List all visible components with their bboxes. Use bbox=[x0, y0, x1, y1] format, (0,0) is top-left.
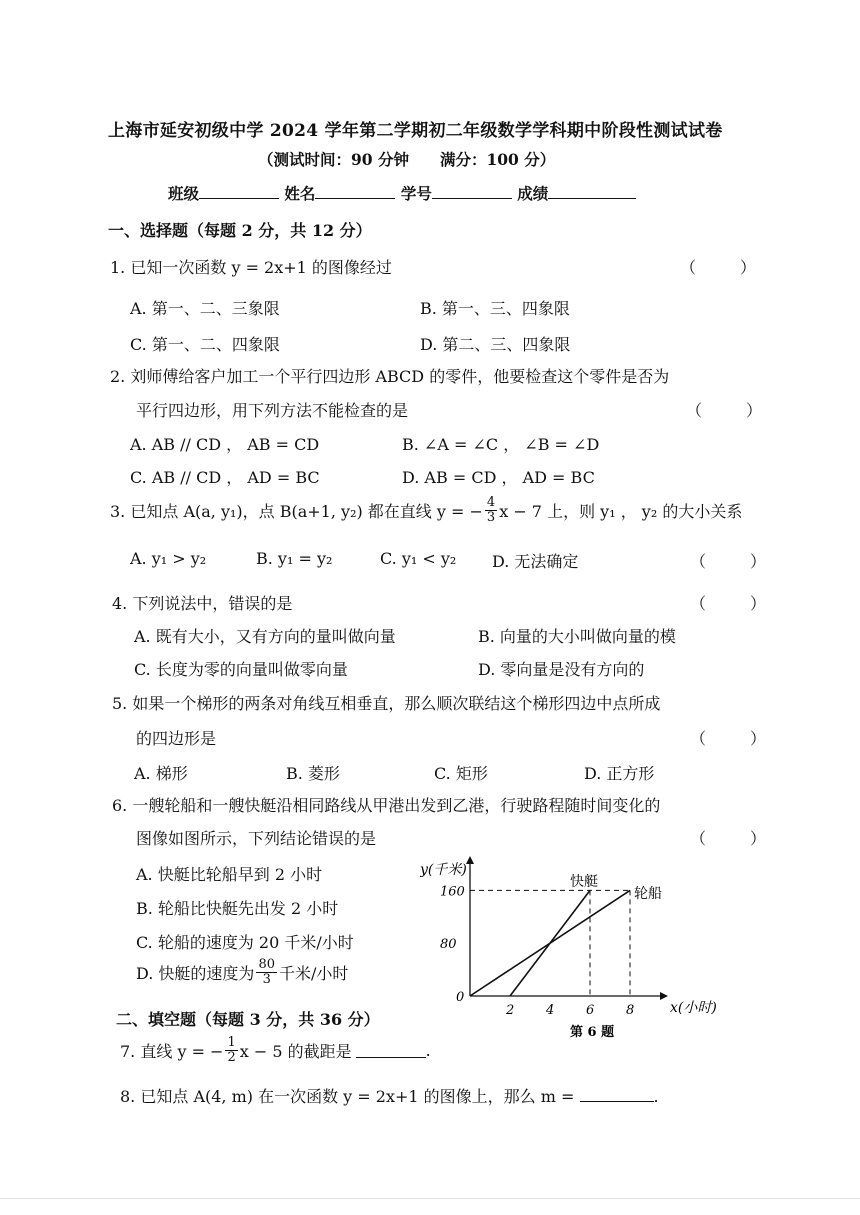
q3-option-a: A. y₁ > y₂ bbox=[130, 549, 207, 568]
q4-option-d: D. 零向量是没有方向的 bbox=[478, 660, 645, 679]
q1-stem: 1. 已知一次函数 y = 2x+1 的图像经过 bbox=[110, 258, 392, 277]
q6-option-d-prefix: D. 快艇的速度为 bbox=[136, 963, 255, 983]
q1-option-a: A. 第一、二、三象限 bbox=[130, 299, 280, 318]
q1-answer-paren[interactable]: （ ） bbox=[680, 258, 771, 277]
q2-option-c: C. AB // CD ， AD = BC bbox=[130, 468, 320, 487]
q8-stem: 8. 已知点 A(4, m) 在一次函数 y = 2x+1 的图像上，那么 m = . bbox=[120, 1087, 659, 1106]
field-class-blank[interactable] bbox=[199, 184, 279, 199]
q3-frac-num: 4 bbox=[486, 495, 496, 510]
q6-line1: 6. 一艘轮船和一艘快艇沿相同路线从甲港出发到乙港，行驶路程随时间变化的 bbox=[112, 796, 661, 815]
q5-line1: 5. 如果一个梯形的两条对角线互相垂直，那么顺次联结这个梯形四边中点所成 bbox=[112, 694, 661, 713]
q6-frac-num: 80 bbox=[258, 957, 275, 972]
series-label-speedboat: 快艇 bbox=[570, 874, 598, 890]
test-info: （测试时间：90 分钟 满分：100 分） bbox=[258, 150, 556, 169]
q6-option-d-fraction bbox=[256, 958, 277, 986]
q3-option-d: D. 无法确定 bbox=[492, 552, 579, 571]
q1-option-c: C. 第一、二、四象限 bbox=[130, 335, 280, 354]
q3-prefix: 3. 已知点 A(a, y₁)，点 B(a+1, y₂) 都在直线 y = − bbox=[110, 501, 483, 521]
x-tick-label-3: 8 bbox=[626, 1003, 635, 1018]
q4-option-c: C. 长度为零的向量叫做零向量 bbox=[134, 660, 348, 679]
field-id-label: 学号 bbox=[400, 184, 432, 203]
q6-line2: 图像如图所示，下列结论错误的是 bbox=[136, 829, 377, 848]
q4-option-a: A. 既有大小，又有方向的量叫做向量 bbox=[134, 627, 396, 646]
x-axis-label: x(小时) bbox=[670, 1000, 717, 1016]
page-bottom-divider bbox=[0, 1198, 860, 1199]
q8-text: 8. 已知点 A(4, m) 在一次函数 y = 2x+1 的图像上，那么 m = bbox=[120, 1087, 575, 1106]
q4-stem: 4. 下列说法中，错误的是 bbox=[112, 594, 293, 613]
q6-option-c: C. 轮船的速度为 20 千米/小时 bbox=[136, 933, 354, 952]
q3-option-b: B. y₁ = y₂ bbox=[256, 549, 333, 568]
y-axis-label: y(千米) bbox=[420, 862, 467, 878]
q5-line2: 的四边形是 bbox=[136, 729, 217, 748]
x-tick-label-0: 2 bbox=[506, 1003, 515, 1018]
q6-answer-paren[interactable]: （ ） bbox=[690, 829, 781, 848]
student-fields bbox=[168, 182, 636, 204]
q5-answer-paren[interactable]: （ ） bbox=[690, 729, 781, 748]
q5-option-b: B. 菱形 bbox=[286, 764, 340, 783]
q6-chart bbox=[420, 852, 720, 1042]
y-tick-label-1: 160 bbox=[440, 884, 465, 900]
section-heading-choice: 一、选择题（每题 2 分，共 12 分） bbox=[108, 221, 372, 240]
y-tick-label-0: 80 bbox=[440, 937, 457, 953]
q3-frac-den: 3 bbox=[486, 509, 496, 525]
q2-answer-paren[interactable]: （ ） bbox=[686, 401, 777, 420]
q7-fraction bbox=[225, 1036, 237, 1064]
q7-stem: 7. 直线 y = − $\frac{1}{2}$ x − 5 的截距是 . bbox=[120, 1035, 431, 1065]
q2-line1: 2. 刘师傅给客户加工一个平行四边形 ABCD 的零件，他要检查这个零件是否为 bbox=[110, 367, 670, 386]
field-score-blank[interactable] bbox=[548, 184, 636, 199]
chart-caption: 第 6 题 bbox=[570, 1025, 615, 1040]
q3-suffix: x − 7 上，则 y₁ ， y₂ 的大小关系 bbox=[499, 501, 743, 521]
page-title: 上海市延安初级中学 2024 学年第二学期初二年级数学学科期中阶段性测试试卷 bbox=[108, 121, 723, 141]
q7-suffix: x − 5 的截距是 bbox=[239, 1041, 352, 1061]
x-tick-label-1: 4 bbox=[546, 1003, 555, 1018]
series-line-1 bbox=[510, 890, 590, 996]
q7-answer-blank[interactable] bbox=[356, 1043, 426, 1058]
q6-option-a: A. 快艇比轮船早到 2 小时 bbox=[136, 865, 323, 884]
q2-line2: 平行四边形，用下列方法不能检查的是 bbox=[136, 401, 409, 420]
q2-option-b: B. ∠A = ∠C ， ∠B = ∠D bbox=[402, 435, 600, 454]
q7-frac-den: 2 bbox=[227, 1049, 236, 1065]
q3-stem bbox=[110, 496, 742, 524]
q6-option-d-suffix: 千米/小时 bbox=[278, 963, 349, 983]
q5-option-d: D. 正方形 bbox=[584, 764, 655, 783]
q7-prefix: 7. 直线 y = − bbox=[120, 1041, 224, 1061]
q5-option-c: C. 矩形 bbox=[434, 764, 488, 783]
field-id-blank[interactable] bbox=[432, 184, 512, 199]
section-heading-fill: 二、填空题（每题 3 分，共 36 分） bbox=[116, 1010, 380, 1029]
q8-answer-blank[interactable] bbox=[580, 1087, 654, 1102]
x-tick-label-2: 6 bbox=[586, 1003, 595, 1018]
q3-option-c: C. y₁ < y₂ bbox=[380, 549, 457, 568]
q5-option-a: A. 梯形 bbox=[134, 764, 188, 783]
chart-series bbox=[470, 890, 630, 996]
q3-answer-paren[interactable]: （ ） bbox=[690, 552, 781, 571]
q6-frac-den: 3 bbox=[262, 971, 271, 987]
field-score-label: 成绩 bbox=[517, 184, 549, 203]
y-axis-arrow-icon bbox=[466, 856, 474, 864]
series-label-ship: 轮船 bbox=[634, 886, 662, 902]
q3-fraction bbox=[485, 496, 497, 524]
q6-option-b: B. 轮船比快艇先出发 2 小时 bbox=[136, 899, 339, 918]
field-name-label: 姓名 bbox=[284, 184, 316, 203]
q6-option-d bbox=[136, 958, 348, 986]
origin-label: 0 bbox=[456, 990, 465, 1005]
q1-option-b: B. 第一、三、四象限 bbox=[420, 299, 570, 318]
field-class-label: 班级 bbox=[168, 184, 200, 203]
q2-option-d: D. AB = CD ， AD = BC bbox=[402, 468, 595, 487]
q7-frac-num: 1 bbox=[227, 1035, 236, 1050]
field-name-blank[interactable] bbox=[315, 184, 395, 199]
q4-option-b: B. 向量的大小叫做向量的模 bbox=[478, 627, 676, 646]
q1-option-d: D. 第二、三、四象限 bbox=[420, 335, 571, 354]
x-axis-arrow-icon bbox=[660, 992, 668, 1000]
q2-option-a: A. AB // CD ， AB = CD bbox=[130, 435, 320, 454]
q4-answer-paren[interactable]: （ ） bbox=[690, 594, 781, 613]
